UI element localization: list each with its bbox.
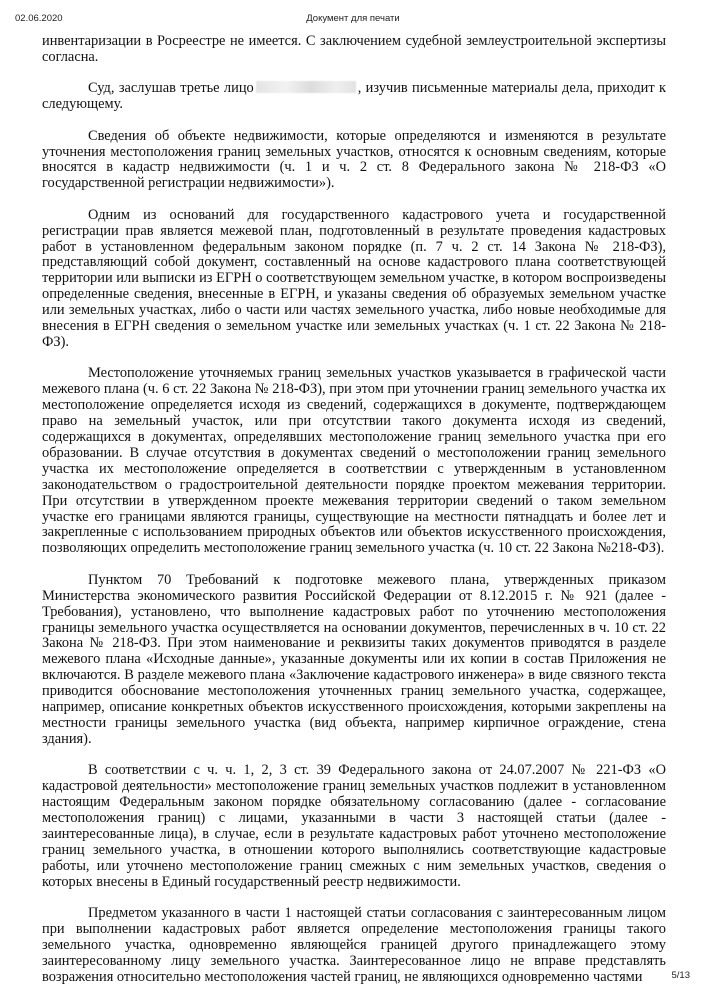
paragraph: Предметом указанного в части 1 настоящей статьи согласования с заинтересованным лицом при выполнении кадастровых работ является определение местоположения границы такого земельного участка, одновременно являющейся границей другого принадлежащего этому заинтересованному лицу земельного участка. Заинтересованное лицо не вправе представлять возражения относительно местоположения частей границ, не являющихся одновременно частями (42, 905, 666, 985)
redacted-name (256, 81, 356, 93)
paragraph (42, 81, 666, 113)
paragraph: инвентаризации в Росреестре не имеется. С заключением судебной землеустроительной экспертизы согласна. (42, 33, 666, 65)
paragraph-text: , изучив письменные материалы дела, приходит к следующему. (42, 80, 666, 113)
print-date: 02.06.2020 (15, 13, 63, 24)
paragraph: Пунктом 70 Требований к подготовке межевого плана, утвержденных приказом Министерства экономического развития Российской Федерации от 8.12.2015 г. № 921 (далее - Требования), установлено, что выполнение кадастровых работ по уточнению местоположения границы земельного участка осуществляется на основании документов, перечисленных в ч. 10 ст. 22 Закона № 218-ФЗ. При этом наименование и реквизиты таких документов приводятся в разделе межевого плана «Исходные данные», указанные документы или их копии в состав Приложения не включаются. В разделе межевого плана «Заключение кадастрового инженера» в виде связного текста приводится обоснование местоположения уточненных границ земельного участка, содержащее, например, описание конкретных объектов искусственного происхождения, которыми закреплены на местности границы земельного участка (вид объекта, например кирпичное ограждение, стена здания). (42, 571, 666, 747)
paragraph: Местоположение уточняемых границ земельных участков указывается в графической части межевого плана (ч. 6 ст. 22 Закона № 218-ФЗ), при этом при уточнении границ земельного участка их местоположение определяется исходя из сведений, содержащихся в документе, подтверждающем право на земельный участок, или при отсутствии такого документа исходя из сведений, содержащихся в документах, определявших местоположение границ земельного участка при его образовании. В случае отсутствия в документах сведений о местоположении границ земельного участка их местоположение определяется в соответствии с утвержденным в установленном законодательством о градостроительной деятельности порядке проектом межевания территории. При отсутствии в утвержденном проекте межевания территории сведений о таком земельном участке его границами являются границы, существующие на местности пятнадцать и более лет и закрепленные с использованием природных объектов или объектов искусственного происхождения, позволяющих определить местоположение границ земельного участка (ч. 10 ст. 22 Закона №218-ФЗ). (42, 365, 666, 557)
print-title: Документ для печати (306, 13, 400, 24)
paragraph: Одним из оснований для государственного кадастрового учета и государственной регистрации прав является межевой план, подготовленный в результате проведения кадастровых работ в установленном федеральным законом порядке (п. 7 ч. 2 ст. 14 Закона № 218-ФЗ), представляющий собой документ, составленный на основе кадастрового плана соответствующей территории или выписки из ЕГРН о соответствующем земельном участке, в котором воспроизведены определенные сведения, внесенные в ЕГРН, и указаны сведения об образуемых земельном участке или земельных участках, либо о части или частях земельного участка, либо новые необходимые для внесения в ЕГРН сведения о земельном участке или земельных участках (ч. 1 ст. 22 Закона № 218-ФЗ). (42, 206, 666, 350)
paragraph-text: Суд, заслушав третье лицо (88, 80, 254, 97)
print-header (0, 13, 706, 29)
page-number: 5/13 (671, 970, 690, 981)
paragraph: В соответствии с ч. ч. 1, 2, 3 ст. 39 Федерального закона от 24.07.2007 № 221-ФЗ «О кадастровой деятельности» местоположение границ земельных участков подлежит в установленном настоящим Федеральным законом порядке обязательному согласованию (далее - согласование местоположения границ) с лицами, указанными в части 3 настоящей статьи (далее - заинтересованные лица), в случае, если в результате кадастровых работ уточнено местоположение границ земельного участка, в отношении которого выполнялись соответствующие кадастровые работы, или уточнено местоположение границ смежных с ним земельных участков, сведения о которых внесены в Единый государственный реестр недвижимости. (42, 762, 666, 890)
document-body (42, 34, 666, 986)
paragraph: Сведения об объекте недвижимости, которые определяются и изменяются в результате уточнения местоположения границ земельных участков, относятся к основным сведениям, которые вносятся в кадастр недвижимости (ч. 1 и ч. 2 ст. 8 Федерального закона № 218-ФЗ «О государственной регистрации недвижимости»). (42, 127, 666, 192)
